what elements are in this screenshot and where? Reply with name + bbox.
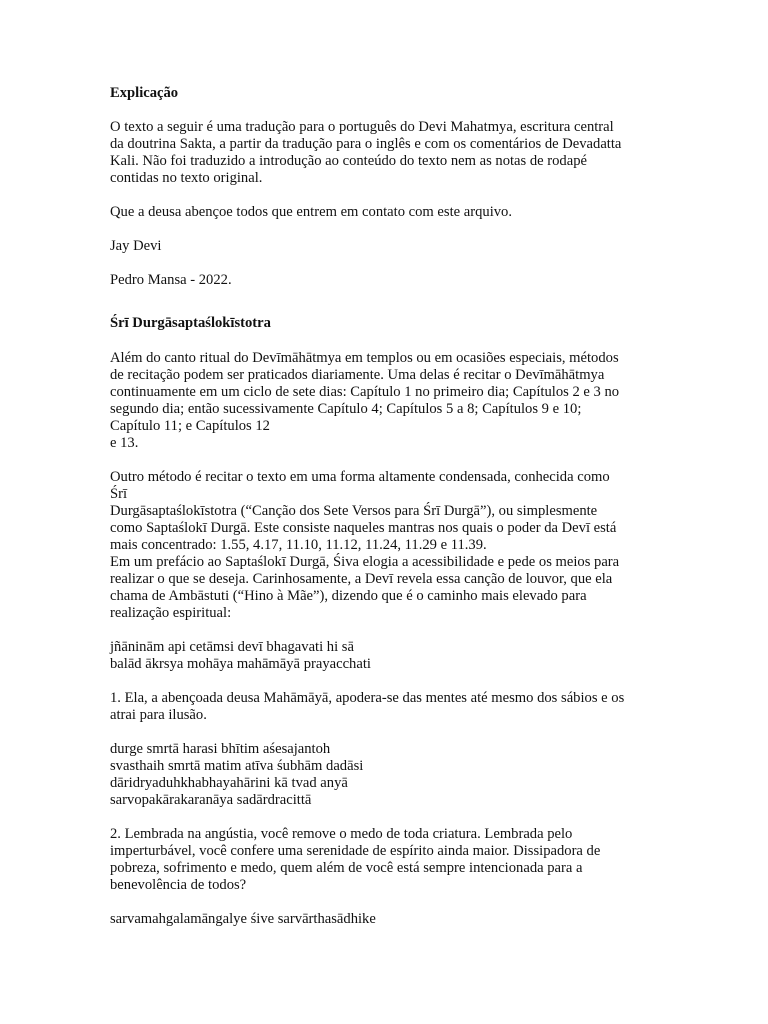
- text-line: Em um prefácio ao Saptaślokī Durgā, Śiva elogia a acessibilidade e pede os meios para: [110, 554, 620, 570]
- condensed-method-paragraph: [110, 469, 710, 622]
- verse-line: durge smrtā harasi bhītim aśesajantoh: [110, 741, 331, 757]
- text-line: Kali. Não foi traduzido a introdução ao conteúdo do texto nem as notas de rodapé: [110, 153, 587, 169]
- text-line: segundo dia; então sucessivamente Capítulo 4; Capítulos 5 a 8; Capítulos 9 e 10;: [110, 401, 582, 417]
- text-line: 1. Ela, a abençoada deusa Mahāmāyā, apodera-se das mentes até mesmo dos sábios e os: [110, 690, 625, 706]
- verse-1-sanskrit: [110, 639, 710, 673]
- text-line: Outro método é recitar o texto em uma forma altamente condensada, conhecida como: [110, 469, 610, 485]
- text-line: Śrī: [110, 486, 128, 502]
- text-line: e 13.: [110, 435, 139, 451]
- text-line: mais concentrado: 1.55, 4.17, 11.10, 11.12, 11.24, 11.29 e 11.39.: [110, 537, 487, 553]
- blessing-paragraph: Que a deusa abençoe todos que entrem em contato com este arquivo.: [110, 204, 512, 220]
- verse-line: dāridryaduhkhabhayahārini kā tvad anyā: [110, 775, 348, 791]
- section-heading: Explicação: [110, 85, 179, 101]
- text-line: imperturbável, você confere uma serenidade de espírito ainda maior. Dissipadora de: [110, 843, 601, 859]
- verse-1-translation: [110, 690, 710, 724]
- verse-line: sarvopakārakaranāya sadārdracittā: [110, 792, 312, 808]
- signature-greeting: Jay Devi: [110, 238, 162, 254]
- text-line: de recitação podem ser praticados diariamente. Uma delas é recitar o Devīmāhātmya: [110, 367, 605, 383]
- text-line: Capítulo 11; e Capítulos 12: [110, 418, 270, 434]
- document-title: Śrī Durgāsaptaślokīstotra: [110, 315, 271, 331]
- verse-line: balād ākrsya mohāya mahāmāyā prayacchati: [110, 656, 371, 672]
- verse-line: jñāninām api cetāmsi devī bhagavati hi sā: [110, 639, 354, 655]
- verse-3-sanskrit: [110, 911, 710, 928]
- text-line: O texto a seguir é uma tradução para o português do Devi Mahatmya, escritura central: [110, 119, 614, 135]
- text-line: Durgāsaptaślokīstotra (“Canção dos Sete Versos para Śrī Durgā”), ou simplesmente: [110, 503, 598, 519]
- text-line: pobreza, sofrimento e medo, quem além de você está sempre intencionada para a: [110, 860, 583, 876]
- text-line: continuamente em um ciclo de sete dias: Capítulo 1 no primeiro dia; Capítulos 2 e 3 no: [110, 384, 620, 400]
- text-line: Além do canto ritual do Devīmāhātmya em templos ou em ocasiões especiais, métodos: [110, 350, 619, 366]
- intro-paragraph: [110, 119, 710, 187]
- text-line: realização espiritual:: [110, 605, 232, 621]
- text-line: da doutrina Sakta, a partir da tradução para o inglês e com os comentários de Devadatta: [110, 136, 622, 152]
- text-line: atrai para ilusão.: [110, 707, 207, 723]
- text-line: contidas no texto original.: [110, 170, 263, 186]
- text-line: como Saptaślokī Durgā. Este consiste naqueles mantras nos quais o poder da Devī está: [110, 520, 617, 536]
- signature-author: Pedro Mansa - 2022.: [110, 272, 232, 288]
- verse-2-translation: [110, 826, 710, 894]
- text-line: 2. Lembrada na angústia, você remove o medo de toda criatura. Lembrada pelo: [110, 826, 573, 842]
- text-line: benevolência de todos?: [110, 877, 247, 893]
- document-page: [110, 85, 710, 945]
- verse-line: svasthaih smrtā matim atīva śubhām dadāsi: [110, 758, 364, 774]
- text-line: chama de Ambāstuti (“Hino à Mãe”), dizendo que é o caminho mais elevado para: [110, 588, 587, 604]
- verse-2-sanskrit: [110, 741, 710, 809]
- text-line: realizar o que se deseja. Carinhosamente, a Devī revela essa canção de louvor, que ela: [110, 571, 613, 587]
- verse-line: sarvamahgalamāngalye śive sarvārthasādhike: [110, 911, 376, 927]
- recitation-paragraph: [110, 350, 710, 452]
